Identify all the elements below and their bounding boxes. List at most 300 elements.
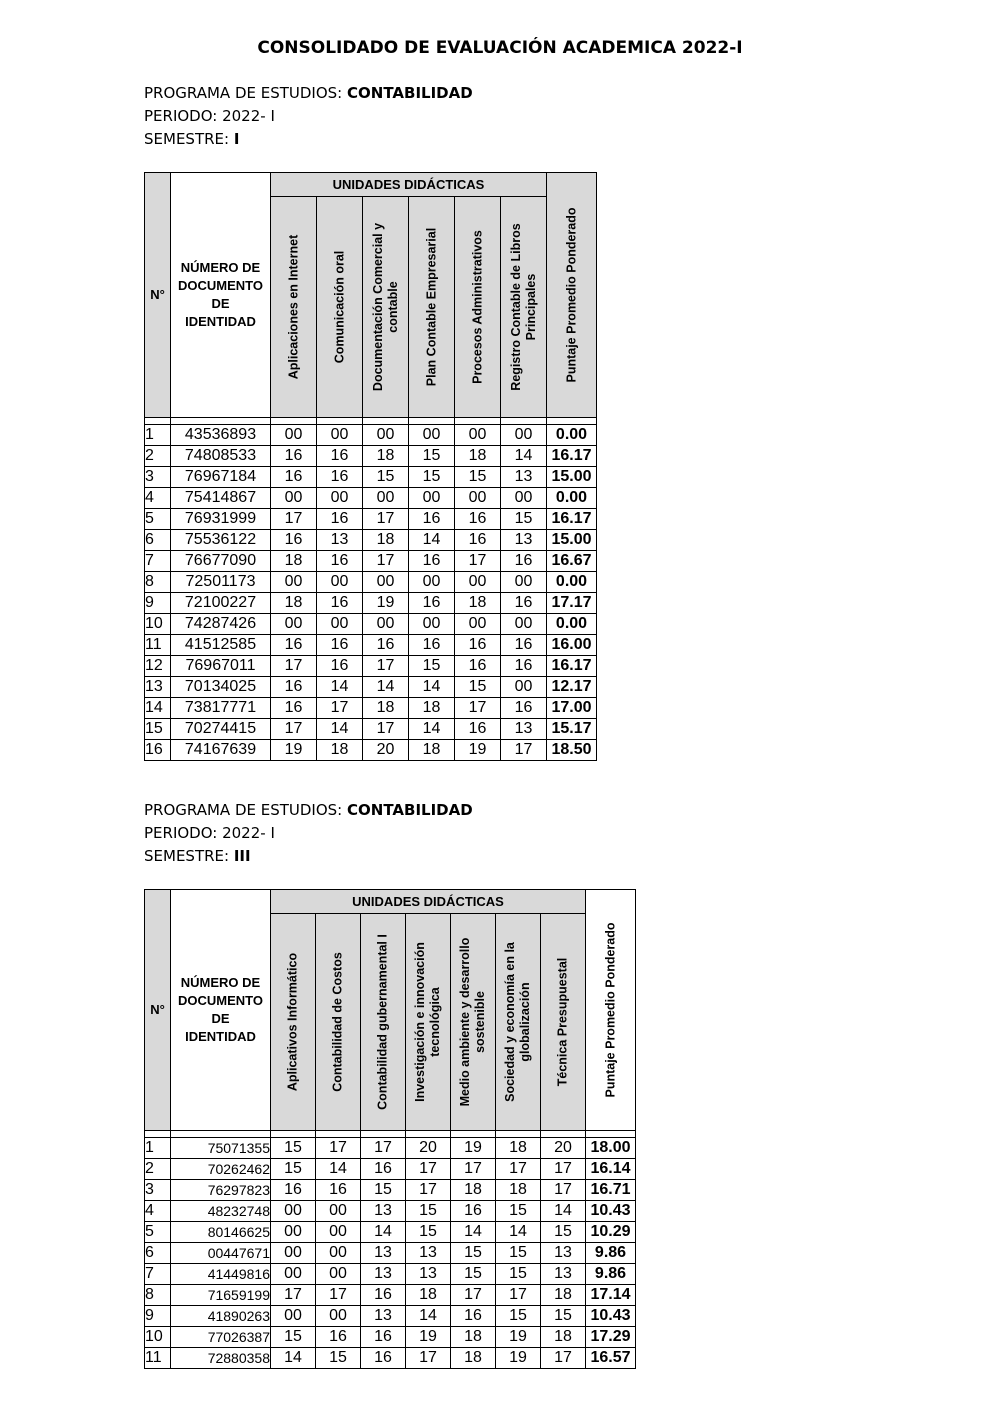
- average-cell: 16.57: [586, 1348, 636, 1369]
- average-cell: 17.29: [586, 1327, 636, 1348]
- document-number: 43536893: [171, 425, 271, 446]
- grade-cell: 00: [316, 1222, 361, 1243]
- document-number: 71659199: [171, 1285, 271, 1306]
- semestre-label: SEMESTRE:: [144, 847, 234, 865]
- grade-cell: 18: [271, 551, 317, 572]
- col-header-unit: [316, 914, 361, 1131]
- col-header-unit: [363, 197, 409, 418]
- grade-cell: 14: [541, 1201, 586, 1222]
- semestre-line: [144, 845, 473, 868]
- document-number: 74287426: [171, 614, 271, 635]
- table-row: [145, 572, 597, 593]
- grade-cell: 18: [496, 1180, 541, 1201]
- grade-cell: 16: [317, 635, 363, 656]
- table-row: [145, 1159, 636, 1180]
- grade-cell: 00: [363, 425, 409, 446]
- grade-cell: 00: [409, 425, 455, 446]
- average-cell: 0.00: [547, 488, 597, 509]
- grade-cell: 15: [363, 467, 409, 488]
- grade-cell: 16: [409, 593, 455, 614]
- average-cell: 9.86: [586, 1264, 636, 1285]
- col-header-average: [547, 173, 597, 418]
- col-header-document: NÚMERO DE DOCUMENTO DE IDENTIDAD: [171, 890, 271, 1131]
- grade-cell: 00: [501, 614, 547, 635]
- grade-cell: 17: [406, 1180, 451, 1201]
- grade-cell: 18: [317, 740, 363, 761]
- grade-cell: 18: [409, 740, 455, 761]
- semestre-label: SEMESTRE:: [144, 130, 234, 148]
- grade-cell: 14: [361, 1222, 406, 1243]
- grade-cell: 20: [363, 740, 409, 761]
- row-number: 11: [145, 635, 171, 656]
- grade-cell: 14: [451, 1222, 496, 1243]
- table-row: [145, 593, 597, 614]
- table-row: [145, 740, 597, 761]
- grade-cell: 00: [271, 614, 317, 635]
- grade-cell: 16: [501, 593, 547, 614]
- semestre-value: III: [233, 847, 251, 865]
- grade-cell: 16: [451, 1306, 496, 1327]
- average-cell: 10.43: [586, 1306, 636, 1327]
- table-row: [145, 467, 597, 488]
- grade-cell: 14: [271, 1348, 316, 1369]
- table-row: [145, 677, 597, 698]
- grade-cell: 17: [271, 719, 317, 740]
- grade-cell: 16: [455, 719, 501, 740]
- grade-cell: 13: [541, 1264, 586, 1285]
- grade-cell: 17: [501, 740, 547, 761]
- document-number: 76297823: [171, 1180, 271, 1201]
- grade-cell: 00: [271, 1243, 316, 1264]
- unit-name: Contabilidad de Costos: [330, 952, 345, 1092]
- row-number: 8: [145, 1285, 171, 1306]
- grade-cell: 17: [317, 698, 363, 719]
- average-cell: 0.00: [547, 614, 597, 635]
- row-number: 1: [145, 1138, 171, 1159]
- row-number: 2: [145, 446, 171, 467]
- grade-cell: 17: [406, 1159, 451, 1180]
- unit-name: Procesos Administrativos: [470, 230, 484, 384]
- row-number: 8: [145, 572, 171, 593]
- grade-cell: 13: [501, 467, 547, 488]
- grade-cell: 15: [409, 467, 455, 488]
- grade-cell: 15: [455, 677, 501, 698]
- grade-cell: 13: [361, 1243, 406, 1264]
- grade-cell: 16: [361, 1348, 406, 1369]
- unit-name: Aplicativos Informático: [285, 952, 300, 1092]
- grade-cell: 00: [271, 488, 317, 509]
- col-header-unit: [406, 914, 451, 1131]
- col-header-unit: [541, 914, 586, 1131]
- periodo-line: PERIODO: 2022- I: [144, 107, 275, 125]
- row-number: 3: [145, 1180, 171, 1201]
- grade-cell: 17: [361, 1138, 406, 1159]
- row-number: 15: [145, 719, 171, 740]
- grade-cell: 16: [271, 635, 317, 656]
- unit-name: Comunicación oral: [332, 250, 346, 364]
- table-row: [145, 1243, 636, 1264]
- grade-cell: 16: [316, 1180, 361, 1201]
- grade-cell: 19: [496, 1327, 541, 1348]
- grade-cell: 16: [455, 656, 501, 677]
- average-cell: 9.86: [586, 1243, 636, 1264]
- average-cell: 0.00: [547, 425, 597, 446]
- row-number: 2: [145, 1159, 171, 1180]
- document-number: 70134025: [171, 677, 271, 698]
- grade-cell: 00: [363, 488, 409, 509]
- grade-cell: 14: [409, 677, 455, 698]
- grade-cell: 00: [316, 1243, 361, 1264]
- col-header-unit: [496, 914, 541, 1131]
- table-row: [145, 1264, 636, 1285]
- units-header: UNIDADES DIDÁCTICAS: [271, 173, 547, 197]
- document-number: 70262462: [171, 1159, 271, 1180]
- grade-cell: 19: [496, 1348, 541, 1369]
- programa-line: [144, 799, 473, 822]
- grade-cell: 19: [451, 1138, 496, 1159]
- grade-cell: 14: [409, 530, 455, 551]
- col-header-average: [586, 890, 636, 1131]
- grade-cell: 14: [501, 446, 547, 467]
- col-header-unit: [455, 197, 501, 418]
- table-row: [145, 1201, 636, 1222]
- grade-cell: 14: [363, 677, 409, 698]
- document-number: 76967184: [171, 467, 271, 488]
- grade-cell: 18: [406, 1285, 451, 1306]
- table-row: [145, 656, 597, 677]
- average-cell: 18.00: [586, 1138, 636, 1159]
- grade-cell: 16: [501, 551, 547, 572]
- grade-cell: 17: [541, 1180, 586, 1201]
- row-number: 6: [145, 530, 171, 551]
- grade-cell: 20: [541, 1138, 586, 1159]
- grades-table-semester-3: [144, 889, 636, 1369]
- grade-cell: 17: [363, 719, 409, 740]
- grade-cell: 16: [409, 635, 455, 656]
- average-cell: 10.29: [586, 1222, 636, 1243]
- grade-cell: 17: [451, 1285, 496, 1306]
- document-number: 72501173: [171, 572, 271, 593]
- grade-cell: 14: [316, 1159, 361, 1180]
- table-row: [145, 446, 597, 467]
- grade-cell: 18: [363, 530, 409, 551]
- table-row: [145, 551, 597, 572]
- units-header: UNIDADES DIDÁCTICAS: [271, 890, 586, 914]
- table-row: [145, 614, 597, 635]
- document-title: CONSOLIDADO DE EVALUACIÓN ACADEMICA 2022-I: [257, 38, 743, 58]
- grade-cell: 15: [455, 467, 501, 488]
- row-number: 1: [145, 425, 171, 446]
- grade-cell: 17: [455, 551, 501, 572]
- grade-cell: 14: [496, 1222, 541, 1243]
- grade-cell: 18: [451, 1327, 496, 1348]
- grade-cell: 16: [361, 1285, 406, 1306]
- average-cell: 16.17: [547, 509, 597, 530]
- grade-cell: 16: [317, 509, 363, 530]
- table-row: [145, 425, 597, 446]
- grade-cell: 13: [361, 1264, 406, 1285]
- grade-cell: 18: [496, 1138, 541, 1159]
- average-cell: 15.00: [547, 530, 597, 551]
- grade-cell: 00: [409, 614, 455, 635]
- row-number: 5: [145, 509, 171, 530]
- document-number: 74808533: [171, 446, 271, 467]
- unit-name: Contabilidad gubernamental I: [375, 934, 390, 1110]
- table-row: [145, 509, 597, 530]
- average-cell: 16.14: [586, 1159, 636, 1180]
- grade-cell: 00: [317, 425, 363, 446]
- grade-cell: 15: [361, 1180, 406, 1201]
- grade-cell: 16: [501, 698, 547, 719]
- programa-label: PROGRAMA DE ESTUDIOS:: [144, 801, 348, 819]
- average-cell: 16.17: [547, 446, 597, 467]
- table-row: [145, 1138, 636, 1159]
- grade-cell: 00: [271, 1264, 316, 1285]
- grade-cell: 15: [271, 1159, 316, 1180]
- document-number: 41512585: [171, 635, 271, 656]
- grade-cell: 18: [451, 1180, 496, 1201]
- grade-cell: 16: [501, 635, 547, 656]
- table-row: [145, 1348, 636, 1369]
- grade-cell: 16: [316, 1327, 361, 1348]
- grade-cell: 18: [541, 1327, 586, 1348]
- table-row: [145, 530, 597, 551]
- grade-cell: 13: [541, 1243, 586, 1264]
- document-number: 70274415: [171, 719, 271, 740]
- grade-cell: 18: [363, 446, 409, 467]
- grade-cell: 17: [451, 1159, 496, 1180]
- grade-cell: 15: [496, 1264, 541, 1285]
- col-header-unit: [409, 197, 455, 418]
- grade-cell: 00: [271, 572, 317, 593]
- grade-cell: 15: [541, 1306, 586, 1327]
- grade-cell: 13: [317, 530, 363, 551]
- row-number: 14: [145, 698, 171, 719]
- grade-cell: 00: [455, 425, 501, 446]
- document-number: 74167639: [171, 740, 271, 761]
- row-number: 7: [145, 1264, 171, 1285]
- document-number: 76677090: [171, 551, 271, 572]
- grade-cell: 17: [363, 551, 409, 572]
- grade-cell: 17: [271, 509, 317, 530]
- grade-cell: 00: [501, 572, 547, 593]
- grade-cell: 18: [409, 698, 455, 719]
- document-number: 75536122: [171, 530, 271, 551]
- grade-cell: 00: [501, 677, 547, 698]
- grade-cell: 15: [501, 509, 547, 530]
- grade-cell: 15: [496, 1306, 541, 1327]
- document-number: 75071355: [171, 1138, 271, 1159]
- col-header-number: N°: [145, 173, 171, 418]
- col-header-average-label: Puntaje Promedio Ponderado: [564, 207, 578, 383]
- row-number: 10: [145, 614, 171, 635]
- grade-cell: 16: [455, 635, 501, 656]
- document-number: 72100227: [171, 593, 271, 614]
- row-number: 13: [145, 677, 171, 698]
- table-row: [145, 635, 597, 656]
- programa-label: PROGRAMA DE ESTUDIOS:: [144, 84, 348, 102]
- grade-cell: 15: [316, 1348, 361, 1369]
- grade-cell: 14: [406, 1306, 451, 1327]
- col-header-unit: [501, 197, 547, 418]
- table-row: [145, 1180, 636, 1201]
- grade-cell: 00: [271, 425, 317, 446]
- average-cell: 17.17: [547, 593, 597, 614]
- table-row: [145, 719, 597, 740]
- grade-cell: 16: [271, 1180, 316, 1201]
- unit-name: Plan Contable Empresarial: [424, 227, 438, 387]
- col-header-unit: [451, 914, 496, 1131]
- unit-name: Investigación e innovación tecnológica: [413, 942, 442, 1102]
- grade-cell: 13: [361, 1201, 406, 1222]
- grade-cell: 17: [541, 1159, 586, 1180]
- grade-cell: 13: [406, 1264, 451, 1285]
- grade-cell: 17: [406, 1348, 451, 1369]
- grade-cell: 16: [455, 530, 501, 551]
- document-number: 80146625: [171, 1222, 271, 1243]
- grade-cell: 00: [455, 488, 501, 509]
- row-number: 4: [145, 488, 171, 509]
- average-cell: 15.00: [547, 467, 597, 488]
- grade-cell: 17: [363, 509, 409, 530]
- row-number: 6: [145, 1243, 171, 1264]
- grade-cell: 13: [361, 1306, 406, 1327]
- grade-cell: 16: [271, 698, 317, 719]
- grade-cell: 16: [317, 551, 363, 572]
- grade-cell: 17: [271, 656, 317, 677]
- row-number: 9: [145, 1306, 171, 1327]
- grade-cell: 16: [451, 1201, 496, 1222]
- grade-cell: 16: [271, 446, 317, 467]
- grade-cell: 18: [455, 593, 501, 614]
- document-number: 72880358: [171, 1348, 271, 1369]
- grade-cell: 00: [317, 572, 363, 593]
- unit-name: Medio ambiente y desarrollo sostenible: [458, 937, 487, 1107]
- row-number: 11: [145, 1348, 171, 1369]
- average-cell: 10.43: [586, 1201, 636, 1222]
- row-number: 16: [145, 740, 171, 761]
- grade-cell: 15: [271, 1138, 316, 1159]
- semestre-value: I: [233, 130, 240, 148]
- grade-cell: 15: [496, 1201, 541, 1222]
- semestre-line: [144, 128, 473, 151]
- col-header-unit: [271, 914, 316, 1131]
- unit-name: Documentación Comercial y contable: [370, 222, 400, 392]
- grade-cell: 18: [451, 1348, 496, 1369]
- grade-cell: 00: [316, 1306, 361, 1327]
- grade-cell: 16: [271, 530, 317, 551]
- grade-cell: 18: [363, 698, 409, 719]
- grade-cell: 00: [271, 1201, 316, 1222]
- grade-cell: 00: [409, 572, 455, 593]
- document-number: 75414867: [171, 488, 271, 509]
- average-cell: 15.17: [547, 719, 597, 740]
- grade-cell: 19: [406, 1327, 451, 1348]
- document-number: 76967011: [171, 656, 271, 677]
- grade-cell: 00: [271, 1306, 316, 1327]
- average-cell: 0.00: [547, 572, 597, 593]
- grade-cell: 20: [406, 1138, 451, 1159]
- grade-cell: 19: [271, 740, 317, 761]
- col-header-document: NÚMERO DE DOCUMENTO DE IDENTIDAD: [171, 173, 271, 418]
- grades-table-semester-1: [144, 172, 597, 761]
- programa-value: CONTABILIDAD: [347, 84, 473, 102]
- grade-cell: 17: [271, 1285, 316, 1306]
- average-cell: 18.50: [547, 740, 597, 761]
- grade-cell: 17: [455, 698, 501, 719]
- grade-cell: 16: [317, 467, 363, 488]
- grade-cell: 00: [363, 572, 409, 593]
- grade-cell: 00: [455, 572, 501, 593]
- grade-cell: 15: [409, 656, 455, 677]
- grade-cell: 16: [409, 509, 455, 530]
- grade-cell: 15: [409, 446, 455, 467]
- grade-cell: 16: [409, 551, 455, 572]
- grade-cell: 16: [271, 677, 317, 698]
- row-number: 12: [145, 656, 171, 677]
- table-row: [145, 1306, 636, 1327]
- programa-value: CONTABILIDAD: [347, 801, 473, 819]
- grade-cell: 16: [501, 656, 547, 677]
- average-cell: 16.17: [547, 656, 597, 677]
- grade-cell: 17: [363, 656, 409, 677]
- table-row: [145, 698, 597, 719]
- grade-cell: 15: [451, 1243, 496, 1264]
- row-number: 9: [145, 593, 171, 614]
- grade-cell: 16: [361, 1159, 406, 1180]
- col-header-unit: [271, 197, 317, 418]
- average-cell: 17.14: [586, 1285, 636, 1306]
- document-number: 41449816: [171, 1264, 271, 1285]
- average-cell: 12.17: [547, 677, 597, 698]
- grade-cell: 00: [271, 1222, 316, 1243]
- grade-cell: 00: [409, 488, 455, 509]
- grade-cell: 13: [501, 530, 547, 551]
- document-number: 48232748: [171, 1201, 271, 1222]
- grade-cell: 14: [317, 677, 363, 698]
- grade-cell: 18: [271, 593, 317, 614]
- average-cell: 16.67: [547, 551, 597, 572]
- average-cell: 17.00: [547, 698, 597, 719]
- grade-cell: 19: [455, 740, 501, 761]
- section2-info: [144, 799, 473, 868]
- document-number: 41890263: [171, 1306, 271, 1327]
- grade-cell: 00: [317, 488, 363, 509]
- average-cell: 16.71: [586, 1180, 636, 1201]
- table-row: [145, 1285, 636, 1306]
- col-header-unit: [317, 197, 363, 418]
- table-row: [145, 1222, 636, 1243]
- document-number: 76931999: [171, 509, 271, 530]
- grade-cell: 00: [317, 614, 363, 635]
- document-number: 73817771: [171, 698, 271, 719]
- unit-name: Técnica Presupuestal: [555, 957, 570, 1087]
- grade-cell: 14: [317, 719, 363, 740]
- col-header-average-label: Puntaje Promedio Ponderado: [603, 922, 617, 1098]
- programa-line: [144, 82, 473, 105]
- grade-cell: 15: [541, 1222, 586, 1243]
- grade-cell: 17: [316, 1285, 361, 1306]
- grade-cell: 14: [409, 719, 455, 740]
- grade-cell: 17: [541, 1348, 586, 1369]
- grade-cell: 00: [363, 614, 409, 635]
- grade-cell: 17: [496, 1159, 541, 1180]
- grade-cell: 16: [361, 1327, 406, 1348]
- col-header-unit: [361, 914, 406, 1131]
- grade-cell: 15: [496, 1243, 541, 1264]
- row-number: 7: [145, 551, 171, 572]
- unit-name: Aplicaciones en Internet: [286, 234, 300, 380]
